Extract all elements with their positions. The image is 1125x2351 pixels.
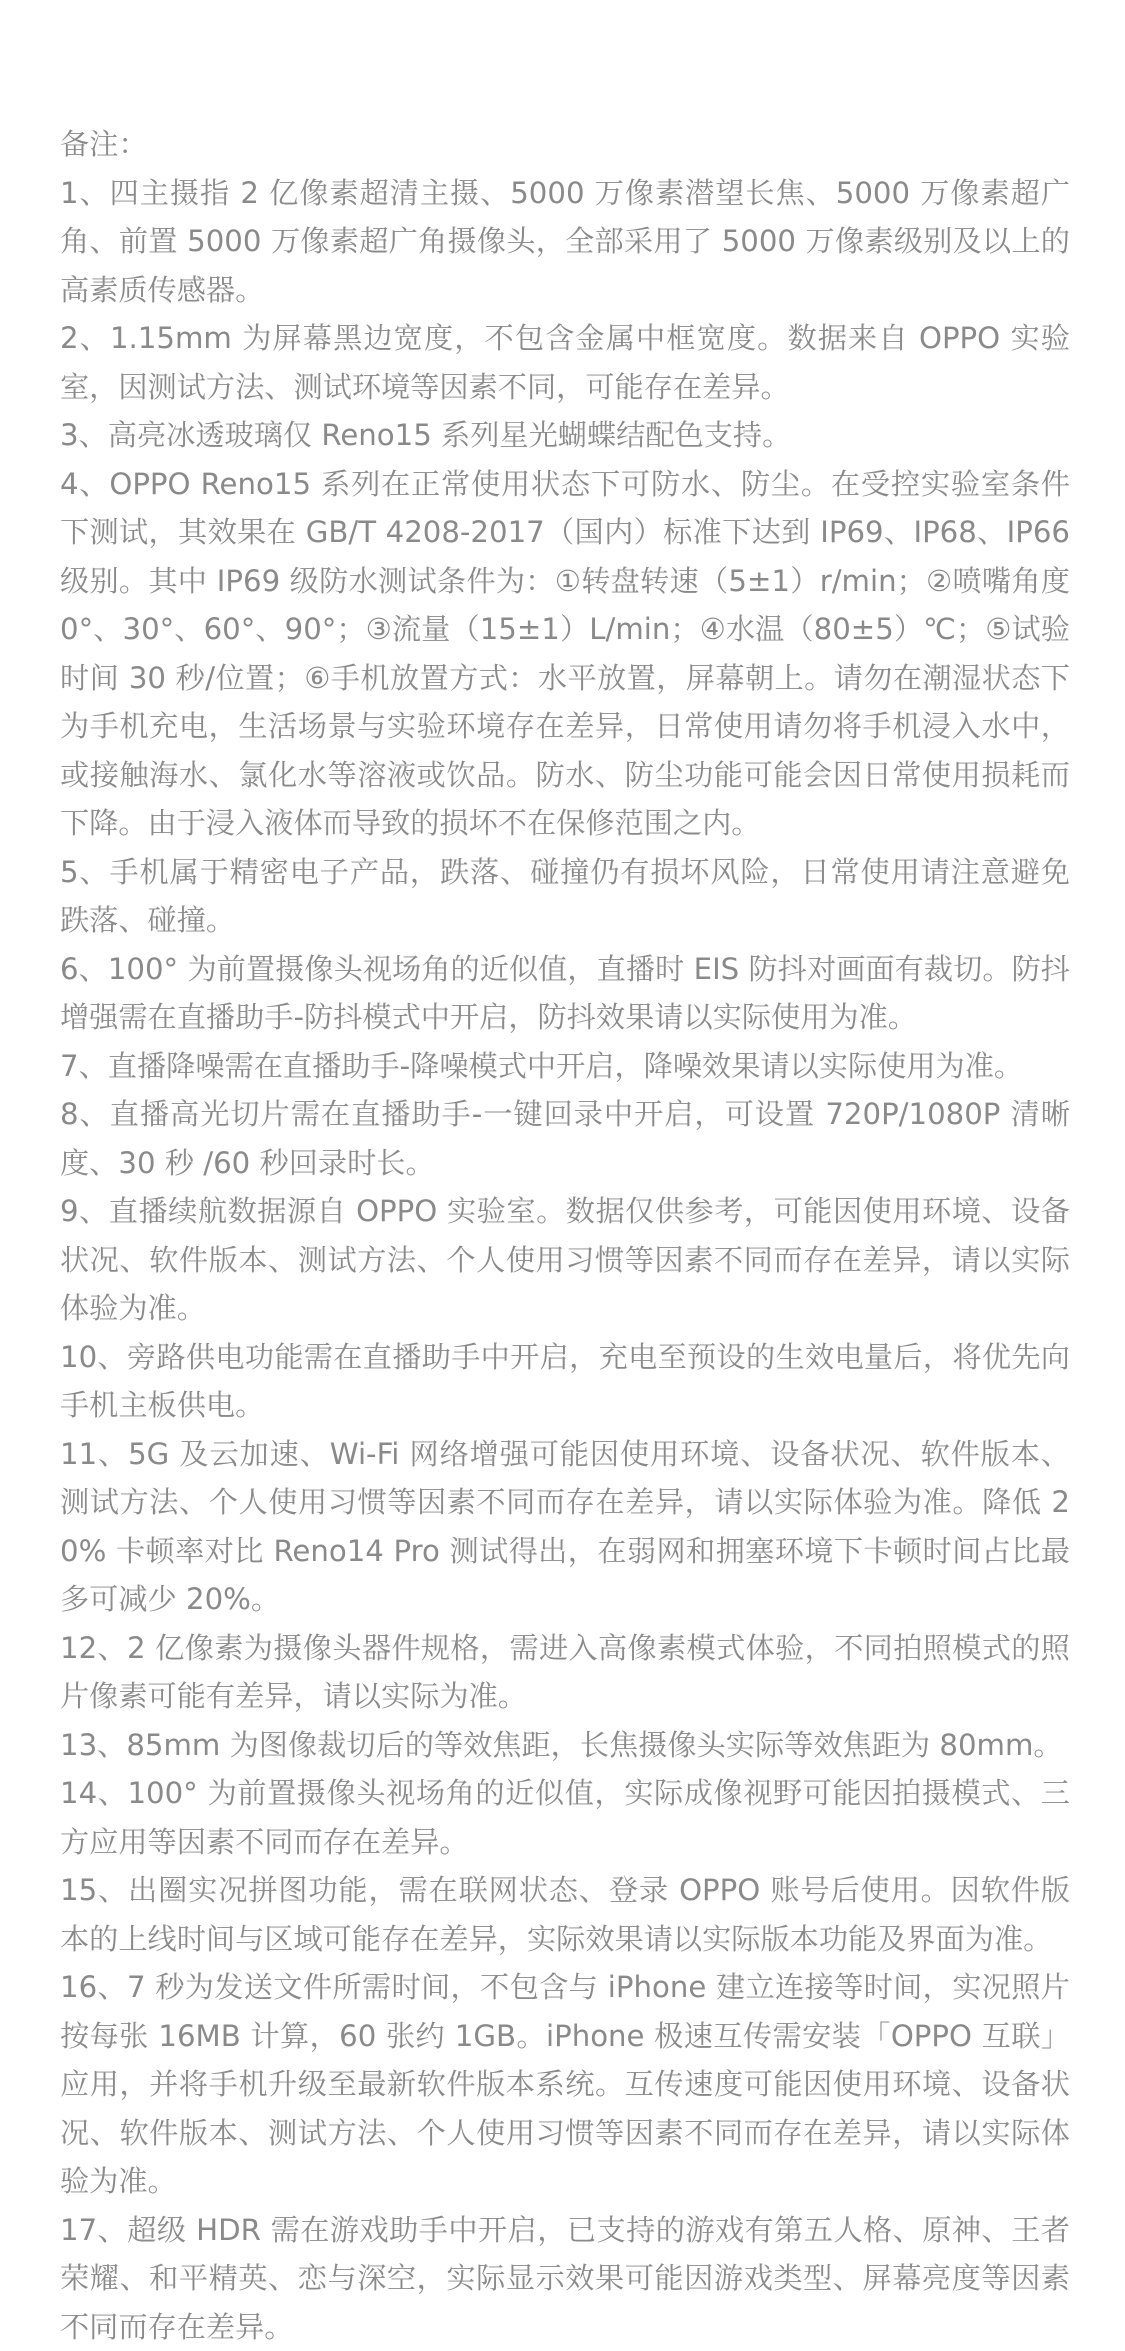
notes-heading: 备注： [60, 120, 1070, 169]
note-item-7: 7、直播降噪需在直播助手-降噪模式中开启，降噪效果请以实际使用为准。 [60, 1042, 1070, 1091]
note-item-14: 14、100° 为前置摄像头视场角的近似值，实际成像视野可能因拍摄模式、三方应用等因素不同而存在差异。 [60, 1769, 1070, 1866]
note-item-10: 10、旁路供电功能需在直播助手中开启，充电至预设的生效电量后，将优先向手机主板供电。 [60, 1333, 1070, 1430]
note-item-5: 5、手机属于精密电子产品，跌落、碰撞仍有损坏风险，日常使用请注意避免跌落、碰撞。 [60, 848, 1070, 945]
note-item-17: 17、超级 HDR 需在游戏助手中开启，已支持的游戏有第五人格、原神、王者荣耀、和平精英、恋与深空，实际显示效果可能因游戏类型、屏幕亮度等因素不同而存在差异。 [60, 2206, 1070, 2351]
note-item-4: 4、OPPO Reno15 系列在正常使用状态下可防水、防尘。在受控实验室条件下测试，其效果在 GB/T 4208-2017（国内）标准下达到 IP69、IP68、IP66 级别。其中 IP69 级防水测试条件为：①转盘转速（5±1）r/min；②喷嘴角度 0°、30°、60°、90°；③流量（15±1）L/min；④水温（80±5）℃；⑤试验时间 30 秒/位置；⑥手机放置方式：水平放置，屏幕朝上。请勿在潮湿状态下为手机充电，生活场景与实验环境存在差异，日常使用请勿将手机浸入水中，或接触海水、氯化水等溶液或饮品。防水、防尘功能可能会因日常使用损耗而下降。由于浸入液体而导致的损坏不在保修范围之内。 [60, 460, 1070, 848]
note-item-8: 8、直播高光切片需在直播助手-一键回录中开启，可设置 720P/1080P 清晰度、30 秒 /60 秒回录时长。 [60, 1090, 1070, 1187]
note-item-15: 15、出圈实况拼图功能，需在联网状态、登录 OPPO 账号后使用。因软件版本的上线时间与区域可能存在差异，实际效果请以实际版本功能及界面为准。 [60, 1866, 1070, 1963]
note-item-11: 11、5G 及云加速、Wi-Fi 网络增强可能因使用环境、设备状况、软件版本、测试方法、个人使用习惯等因素不同而存在差异，请以实际体验为准。降低 20% 卡顿率对比 Reno14 Pro 测试得出，在弱网和拥塞环境下卡顿时间占比最多可减少 20%。 [60, 1430, 1070, 1624]
disclaimer-notes [60, 120, 1070, 2351]
note-item-2: 2、1.15mm 为屏幕黑边宽度，不包含金属中框宽度。数据来自 OPPO 实验室，因测试方法、测试环境等因素不同，可能存在差异。 [60, 314, 1070, 411]
notes-list [60, 169, 1070, 2351]
note-item-3: 3、高亮冰透玻璃仅 Reno15 系列星光蝴蝶结配色支持。 [60, 411, 1070, 460]
note-item-13: 13、85mm 为图像裁切后的等效焦距，长焦摄像头实际等效焦距为 80mm。 [60, 1721, 1070, 1770]
note-item-16: 16、7 秒为发送文件所需时间，不包含与 iPhone 建立连接等时间，实况照片按每张 16MB 计算，60 张约 1GB。iPhone 极速互传需安装「OPPO 互联」应用，并将手机升级至最新软件版本系统。互传速度可能因使用环境、设备状况、软件版本、测试方法、个人使用习惯等因素不同而存在差异，请以实际体验为准。 [60, 1963, 1070, 2206]
note-item-9: 9、直播续航数据源自 OPPO 实验室。数据仅供参考，可能因使用环境、设备状况、软件版本、测试方法、个人使用习惯等因素不同而存在差异，请以实际体验为准。 [60, 1187, 1070, 1333]
note-item-12: 12、2 亿像素为摄像头器件规格，需进入高像素模式体验，不同拍照模式的照片像素可能有差异，请以实际为准。 [60, 1624, 1070, 1721]
note-item-1: 1、四主摄指 2 亿像素超清主摄、5000 万像素潜望长焦、5000 万像素超广角、前置 5000 万像素超广角摄像头，全部采用了 5000 万像素级别及以上的高素质传感器。 [60, 169, 1070, 315]
note-item-6: 6、100° 为前置摄像头视场角的近似值，直播时 EIS 防抖对画面有裁切。防抖增强需在直播助手-防抖模式中开启，防抖效果请以实际使用为准。 [60, 945, 1070, 1042]
